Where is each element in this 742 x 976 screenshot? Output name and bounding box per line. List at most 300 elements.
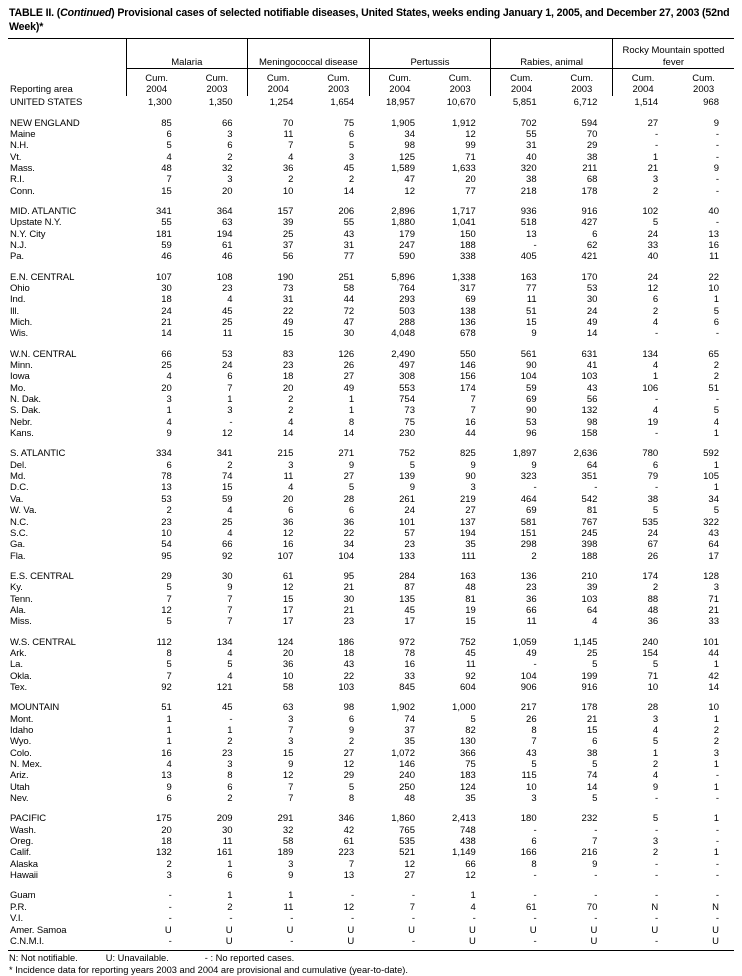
group-separator-cell: [8, 562, 734, 571]
row-value-cell: 13: [708, 228, 719, 240]
legend-no-reported-cases: - : No reported cases.: [204, 953, 295, 964]
row-value-cell: 7: [531, 736, 537, 748]
row-value-cell: 12: [161, 604, 172, 616]
row-value-cell: 49: [343, 382, 355, 394]
row-value-cell: 12: [465, 870, 476, 882]
row-value-cell: 33: [647, 239, 659, 251]
row-value-cell: 36: [282, 516, 294, 528]
row-value-cell: 1: [652, 151, 659, 163]
table-row: [8, 582, 734, 593]
row-value-cell: 25: [161, 360, 172, 372]
row-value-cell: 10: [282, 670, 294, 682]
row-value-cell: 6: [531, 836, 537, 848]
row-area-label: Nebr.: [10, 416, 33, 428]
row-value-cell: 23: [161, 516, 172, 528]
row-area-label: D.C.: [10, 482, 29, 494]
row-value-cell: 8: [531, 725, 537, 736]
row-value-cell: 57: [404, 527, 415, 539]
row-value-cell: 12: [404, 858, 415, 870]
row-value-cell: 1: [227, 394, 233, 406]
table-row: [8, 605, 734, 616]
row-value-cell: 8: [166, 647, 172, 659]
row-value-cell: 1,633: [452, 162, 476, 174]
row-value-cell: 3: [227, 405, 233, 417]
row-value-cell: 130: [459, 736, 476, 748]
table-row: [8, 405, 734, 416]
row-value-cell: 134: [216, 636, 233, 648]
row-area-label: N.Y. City: [10, 228, 46, 240]
row-value-cell: 845: [399, 681, 415, 693]
row-value-cell: 12: [343, 901, 355, 913]
row-value-cell: 464: [520, 493, 537, 505]
row-value-cell: 124: [459, 781, 476, 793]
row-value-cell: 90: [465, 471, 476, 483]
row-value-cell: 10: [708, 702, 719, 714]
row-value-cell: 21: [343, 582, 355, 594]
title-prefix: TABLE II. (: [9, 7, 61, 19]
row-value-cell: 4: [652, 770, 659, 782]
row-value-cell: -: [533, 824, 537, 836]
row-value-cell: 23: [404, 539, 415, 551]
row-area-label: MID. ATLANTIC: [10, 205, 77, 217]
row-value-cell: 90: [526, 405, 537, 417]
col-header-pertussis-2004: Cum. 2004: [369, 69, 430, 96]
row-value-cell: 4: [227, 527, 233, 539]
row-value-cell: 61: [282, 570, 294, 582]
row-value-cell: 3: [227, 759, 233, 771]
row-value-cell: 5: [652, 217, 659, 229]
row-value-cell: 2: [227, 793, 233, 805]
row-value-cell: 105: [703, 471, 719, 483]
row-value-cell: 1: [348, 394, 355, 406]
row-value-cell: 12: [282, 527, 294, 539]
row-value-cell: 40: [526, 151, 537, 163]
row-value-cell: 1: [227, 858, 233, 870]
row-value-cell: -: [411, 935, 415, 947]
row-value-cell: 3: [713, 747, 719, 759]
row-value-cell: 70: [586, 901, 598, 913]
row-value-cell: -: [715, 890, 719, 902]
table-row: [8, 186, 734, 197]
row-value-cell: 2: [227, 459, 233, 471]
row-value-cell: 341: [216, 448, 233, 460]
row-value-cell: 41: [586, 360, 598, 372]
row-value-cell: 968: [703, 97, 719, 109]
row-value-cell: 90: [526, 360, 537, 372]
row-value-cell: 1: [652, 747, 659, 759]
row-value-cell: -: [533, 659, 537, 671]
row-value-cell: 240: [642, 636, 659, 648]
group-separator-cell: [8, 804, 734, 813]
row-value-cell: 206: [338, 205, 355, 217]
row-value-cell: 9: [166, 781, 172, 793]
row-value-cell: 104: [520, 670, 537, 682]
row-value-cell: 7: [288, 725, 294, 736]
row-value-cell: 9: [409, 482, 415, 494]
row-value-cell: 21: [586, 713, 598, 725]
row-value-cell: 8: [227, 770, 233, 782]
row-value-cell: 45: [404, 604, 415, 616]
row-area-label: Alaska: [10, 858, 38, 870]
row-value-cell: 66: [222, 539, 233, 551]
table-row: [8, 417, 734, 428]
row-value-cell: 6: [652, 459, 659, 471]
row-value-cell: 5: [166, 140, 172, 152]
row-value-cell: 53: [526, 416, 537, 428]
row-value-cell: 364: [216, 205, 233, 217]
row-value-cell: 40: [708, 205, 719, 217]
row-value-cell: -: [229, 416, 233, 428]
table-row: [8, 206, 734, 217]
row-value-cell: -: [715, 174, 719, 186]
row-value-cell: 284: [399, 570, 415, 582]
row-value-cell: 31: [526, 140, 537, 152]
row-value-cell: 78: [404, 647, 415, 659]
row-value-cell: 98: [586, 416, 598, 428]
row-value-cell: U: [712, 924, 719, 936]
col-header-rmsf-2003: Cum. 2003: [673, 69, 734, 96]
row-area-label: Ohio: [10, 282, 30, 294]
row-value-cell: 27: [465, 505, 476, 517]
row-value-cell: 37: [404, 725, 415, 736]
row-value-cell: 174: [459, 382, 476, 394]
row-value-cell: 6: [713, 317, 719, 328]
row-value-cell: 139: [399, 471, 415, 483]
row-value-cell: -: [715, 870, 719, 882]
row-value-cell: 3: [288, 858, 294, 870]
row-area-label: N. Mex.: [10, 759, 43, 771]
row-value-cell: 1,254: [269, 97, 294, 109]
table-row: [8, 118, 734, 129]
row-area-label: Nev.: [10, 793, 29, 805]
row-value-cell: 250: [399, 781, 415, 793]
row-value-cell: 9: [713, 117, 719, 129]
row-area-label: Upstate N.Y.: [10, 217, 62, 229]
row-value-cell: U: [347, 924, 355, 936]
row-value-cell: 133: [399, 550, 415, 562]
row-value-cell: 71: [647, 670, 659, 682]
row-value-cell: 366: [459, 747, 476, 759]
row-area-label: Vt.: [10, 151, 22, 163]
row-value-cell: 72: [343, 305, 355, 317]
row-value-cell: 73: [282, 282, 294, 294]
table-row: [8, 283, 734, 294]
row-value-cell: 12: [404, 185, 415, 197]
row-value-cell: 96: [526, 428, 537, 440]
row-value-cell: 4: [166, 151, 172, 163]
row-value-cell: 1: [713, 759, 719, 771]
row-value-cell: 33: [708, 616, 719, 628]
row-value-cell: 75: [465, 759, 476, 771]
row-value-cell: 22: [343, 527, 355, 539]
row-value-cell: 1,041: [452, 217, 476, 229]
row-value-cell: 6: [348, 713, 355, 725]
row-area-label: Conn.: [10, 185, 35, 197]
row-value-cell: 43: [343, 659, 355, 671]
row-value-cell: 15: [282, 747, 294, 759]
row-value-cell: 230: [399, 428, 415, 440]
row-value-cell: 4: [713, 416, 719, 428]
row-value-cell: 77: [526, 282, 537, 294]
disease-header-malaria: Malaria: [126, 39, 248, 69]
row-value-cell: 288: [399, 317, 415, 328]
row-value-cell: 2: [166, 505, 172, 517]
row-value-cell: 183: [459, 770, 476, 782]
row-value-cell: 56: [586, 394, 598, 406]
row-value-cell: 1: [166, 736, 172, 748]
row-value-cell: U: [712, 935, 719, 947]
row-value-cell: 138: [459, 305, 476, 317]
row-value-cell: 12: [647, 282, 659, 294]
row-value-cell: 146: [459, 360, 476, 372]
row-value-cell: 38: [526, 174, 537, 186]
row-value-cell: 936: [520, 205, 537, 217]
row-value-cell: 103: [338, 681, 355, 693]
row-value-cell: -: [655, 428, 659, 440]
row-value-cell: 51: [161, 702, 172, 714]
row-value-cell: 11: [526, 616, 537, 628]
row-value-cell: 47: [343, 317, 355, 328]
row-value-cell: -: [351, 913, 355, 925]
row-value-cell: 2,896: [391, 205, 415, 217]
group-separator-cell: [8, 109, 734, 118]
row-value-cell: 247: [399, 239, 415, 251]
row-value-cell: 20: [282, 647, 294, 659]
row-value-cell: 64: [586, 604, 598, 616]
row-value-cell: 128: [703, 570, 719, 582]
row-value-cell: 54: [161, 539, 172, 551]
group-separator: [8, 693, 734, 702]
row-value-cell: 4: [227, 670, 233, 682]
col-header-rmsf-2004: Cum. 2004: [612, 69, 673, 96]
row-value-cell: 7: [348, 858, 355, 870]
table-row: [8, 936, 734, 947]
row-value-cell: 752: [459, 636, 476, 648]
table-row: [8, 594, 734, 605]
table-row: [8, 736, 734, 747]
row-value-cell: -: [655, 890, 659, 902]
row-value-cell: 14: [586, 328, 598, 340]
row-value-cell: 61: [526, 901, 537, 913]
row-value-cell: 126: [338, 348, 355, 360]
row-value-cell: 298: [520, 539, 537, 551]
table-row: [8, 671, 734, 682]
row-value-cell: 14: [586, 781, 598, 793]
row-value-cell: -: [411, 890, 415, 902]
row-value-cell: 88: [647, 593, 659, 605]
row-value-cell: 75: [343, 117, 355, 129]
row-value-cell: 28: [647, 702, 659, 714]
row-area-label: S. ATLANTIC: [10, 448, 66, 460]
disease-header-rocky-mountain-spotted-fever: Rocky Mountain spotted fever: [612, 39, 734, 69]
table-row: [8, 240, 734, 251]
row-value-cell: 1: [166, 405, 172, 417]
row-value-cell: 4: [288, 482, 294, 494]
row-value-cell: -: [655, 870, 659, 882]
row-value-cell: 308: [399, 371, 415, 383]
legend-not-notifiable: N: Not notifiable.: [9, 953, 78, 964]
row-value-cell: 87: [404, 582, 415, 594]
row-value-cell: -: [715, 140, 719, 152]
row-value-cell: 188: [581, 550, 598, 562]
row-value-cell: -: [655, 128, 659, 140]
row-value-cell: N: [651, 901, 659, 913]
table-row: [8, 174, 734, 185]
row-value-cell: 24: [161, 305, 172, 317]
row-value-cell: 103: [581, 593, 598, 605]
row-value-cell: 3: [288, 736, 294, 748]
row-value-cell: 5: [713, 405, 719, 417]
row-value-cell: 3: [713, 582, 719, 594]
row-value-cell: 19: [465, 604, 476, 616]
row-value-cell: 8: [531, 858, 537, 870]
row-value-cell: U: [590, 924, 598, 936]
row-value-cell: 95: [161, 550, 172, 562]
row-value-cell: 5: [652, 736, 659, 748]
row-value-cell: 20: [161, 382, 172, 394]
row-value-cell: 25: [222, 516, 233, 528]
row-area-label: Guam: [10, 890, 36, 902]
row-value-cell: 24: [647, 271, 659, 283]
row-value-cell: 188: [459, 239, 476, 251]
row-value-cell: 38: [586, 747, 598, 759]
row-value-cell: 20: [161, 824, 172, 836]
row-value-cell: 7: [592, 836, 598, 848]
row-value-cell: 4: [166, 416, 172, 428]
row-value-cell: 69: [526, 505, 537, 517]
row-area-label: V.I.: [10, 913, 23, 925]
table-row: [8, 428, 734, 439]
row-value-cell: 102: [642, 205, 659, 217]
row-value-cell: 16: [161, 747, 172, 759]
group-separator-cell: [8, 263, 734, 272]
row-value-cell: 29: [161, 570, 172, 582]
row-value-cell: 1,905: [391, 117, 415, 129]
disease-header-rabies-animal: Rabies, animal: [491, 39, 613, 69]
row-value-cell: 322: [703, 516, 719, 528]
row-value-cell: 53: [222, 348, 233, 360]
row-value-cell: 55: [343, 217, 355, 229]
row-value-cell: 13: [343, 870, 355, 882]
row-value-cell: 46: [161, 251, 172, 263]
row-value-cell: 58: [343, 282, 355, 294]
row-value-cell: 7: [409, 901, 415, 913]
reporting-area-header: Reporting area: [10, 84, 73, 96]
row-value-cell: 1,880: [391, 217, 415, 229]
row-value-cell: 21: [343, 604, 355, 616]
row-value-cell: 43: [586, 382, 598, 394]
row-value-cell: 82: [465, 725, 476, 736]
row-value-cell: 11: [526, 294, 537, 306]
table-row: [8, 836, 734, 847]
row-value-cell: 3: [166, 394, 172, 406]
row-value-cell: 20: [282, 382, 294, 394]
row-value-cell: 1: [470, 890, 476, 902]
row-value-cell: 1: [713, 847, 719, 859]
row-value-cell: 3: [227, 128, 233, 140]
row-value-cell: 4: [227, 505, 233, 517]
row-value-cell: 27: [647, 117, 659, 129]
row-value-cell: 11: [222, 836, 233, 848]
row-value-cell: 5: [470, 713, 476, 725]
row-value-cell: -: [715, 128, 719, 140]
row-value-cell: 36: [647, 616, 659, 628]
table-row: [8, 890, 734, 901]
row-area-label: Mich.: [10, 317, 33, 328]
row-value-cell: 2: [531, 550, 537, 562]
row-value-cell: 346: [338, 813, 355, 825]
row-value-cell: 334: [155, 448, 172, 460]
row-value-cell: -: [533, 482, 537, 494]
row-value-cell: 42: [708, 670, 719, 682]
row-area-label: Ky.: [10, 582, 23, 594]
row-value-cell: 1: [166, 713, 172, 725]
row-value-cell: 6: [227, 870, 233, 882]
row-value-cell: 767: [581, 516, 598, 528]
row-value-cell: -: [229, 913, 233, 925]
row-value-cell: 25: [282, 228, 294, 240]
row-value-cell: 30: [343, 593, 355, 605]
row-value-cell: 45: [222, 702, 233, 714]
footnote-legend-row: [9, 953, 734, 965]
row-value-cell: U: [164, 924, 172, 936]
row-value-cell: 63: [222, 217, 233, 229]
row-value-cell: 163: [520, 271, 537, 283]
row-value-cell: 906: [520, 681, 537, 693]
table-row: [8, 494, 734, 505]
row-value-cell: 1: [348, 405, 355, 417]
row-value-cell: 199: [581, 670, 598, 682]
row-value-cell: 553: [399, 382, 415, 394]
row-value-cell: 4: [592, 616, 598, 628]
row-value-cell: 916: [581, 681, 598, 693]
row-value-cell: 21: [647, 162, 659, 174]
table-row: [8, 482, 734, 493]
table-row: [8, 782, 734, 793]
row-value-cell: 66: [161, 348, 172, 360]
row-value-cell: 5: [166, 616, 172, 628]
group-separator: [8, 340, 734, 349]
row-area-label: Ariz.: [10, 770, 29, 782]
row-value-cell: 150: [459, 228, 476, 240]
row-area-label: Va.: [10, 493, 24, 505]
row-value-cell: 26: [343, 360, 355, 372]
row-value-cell: 1: [227, 890, 233, 902]
row-value-cell: 6: [166, 459, 172, 471]
row-area-label: Miss.: [10, 616, 32, 628]
row-value-cell: 178: [581, 185, 598, 197]
row-value-cell: 174: [642, 570, 659, 582]
table-row: [8, 551, 734, 562]
row-area-label: W.S. CENTRAL: [10, 636, 76, 648]
row-value-cell: 166: [520, 847, 537, 859]
col-header-rabies-2004: Cum. 2004: [491, 69, 552, 96]
row-value-cell: 291: [277, 813, 294, 825]
row-value-cell: 6: [227, 140, 233, 152]
row-value-cell: 7: [227, 604, 233, 616]
row-value-cell: 6: [166, 128, 172, 140]
row-value-cell: 211: [582, 162, 598, 174]
row-value-cell: 74: [222, 471, 233, 483]
row-value-cell: 24: [222, 360, 233, 372]
row-value-cell: 175: [155, 813, 172, 825]
row-value-cell: 2: [713, 360, 719, 372]
row-value-cell: -: [594, 824, 598, 836]
row-value-cell: 189: [277, 847, 294, 859]
row-value-cell: 5: [227, 659, 233, 671]
row-value-cell: 71: [708, 593, 719, 605]
row-value-cell: 427: [581, 217, 598, 229]
